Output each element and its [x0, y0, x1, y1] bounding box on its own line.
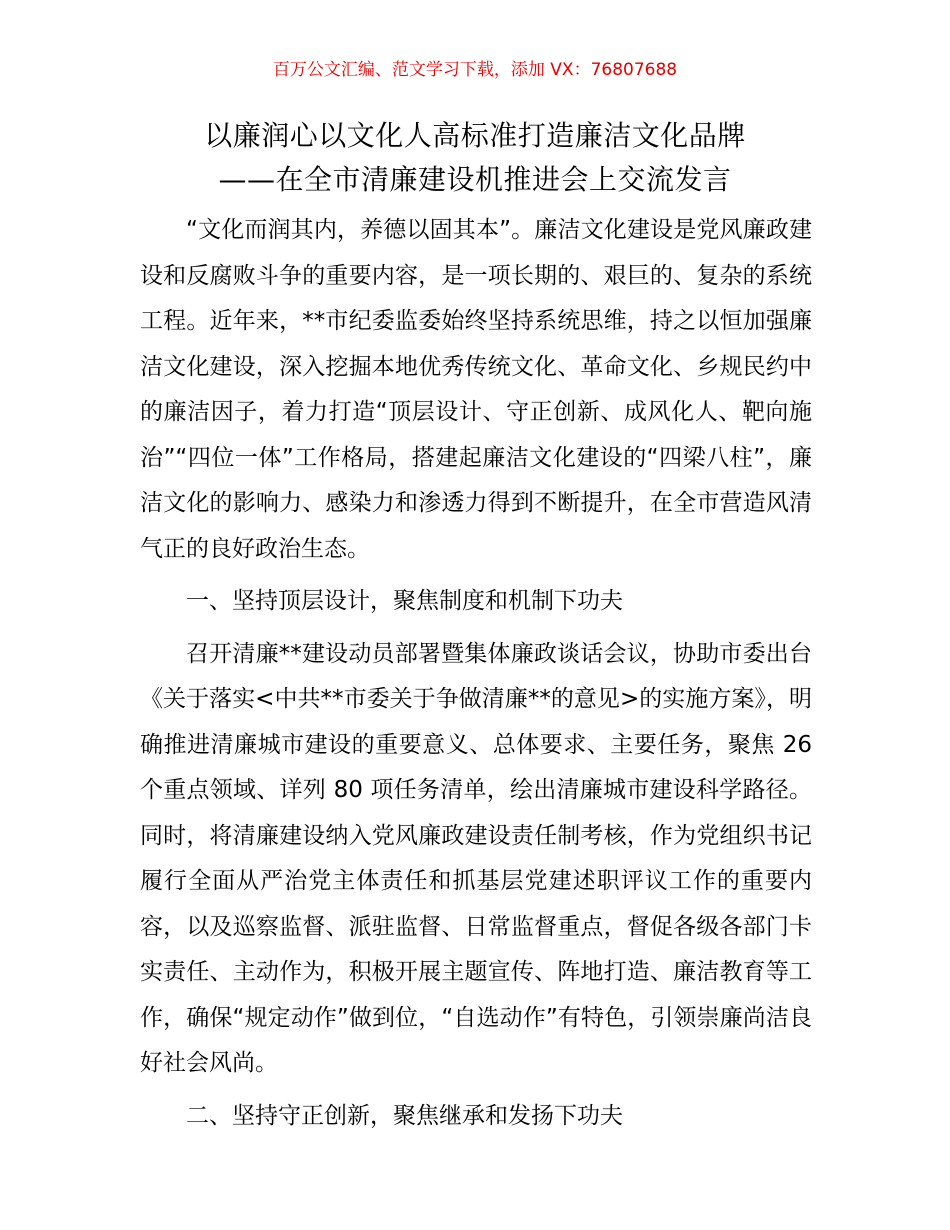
document-body [140, 208, 812, 1146]
watermark-header: 百万公文汇编、范文学习下载，添加 VX：76807688 [272, 60, 678, 80]
document-subtitle: ——在全市清廉建设机推进会上交流发言 [218, 163, 732, 196]
document-title: 以廉润心以文化人高标准打造廉洁文化品牌 [204, 119, 746, 152]
section-heading-2: 二、坚持守正创新，聚焦继承和发扬下功夫 [186, 1102, 623, 1129]
section-heading-1: 一、坚持顶层设计，聚焦制度和机制下功夫 [186, 588, 623, 614]
section-1-paragraph: 召开清廉**建设动员部署暨集体廉政谈话会议，协助市委出台《关于落实<中共**市委关于争做清廉**的意见>的实施方案》，明确推进清廉城市建设的重要意义、总体要求、主要任务，聚焦 26 个重点领域、详列 80 项任务清单，绘出清廉城市建设科学路径。同时，将清廉建设纳入党风廉政建设责任制考核，作为党组织书记履行全面从严治党主体责任和抓基层党建述职评议工作的重要内容，以及巡察监督、派驻监督、日常监督重点，督促各级各部门卡实责任、主动作为，积极开展主题宣传、阵地打造、廉洁教育等工作，确保“规定动作”做到位，“自选动作”有特色，引领崇廉尚洁良好社会风尚。 [140, 640, 812, 1076]
intro-paragraph: “文化而润其内，养德以固其本”。廉洁文化建设是党风廉政建设和反腐败斗争的重要内容，是一项长期的、艰巨的、复杂的系统工程。近年来，**市纪委监委始终坚持系统思维，持之以恒加强廉洁文化建设，深入挖掘本地优秀传统文化、革命文化、乡规民约中的廉洁因子，着力打造“顶层设计、守正创新、成风化人、靶向施治”“四位一体”工作格局，搭建起廉洁文化建设的“四梁八柱”，廉洁文化的影响力、感染力和渗透力得到不断提升，在全市营造风清气正的良好政治生态。 [140, 217, 812, 562]
